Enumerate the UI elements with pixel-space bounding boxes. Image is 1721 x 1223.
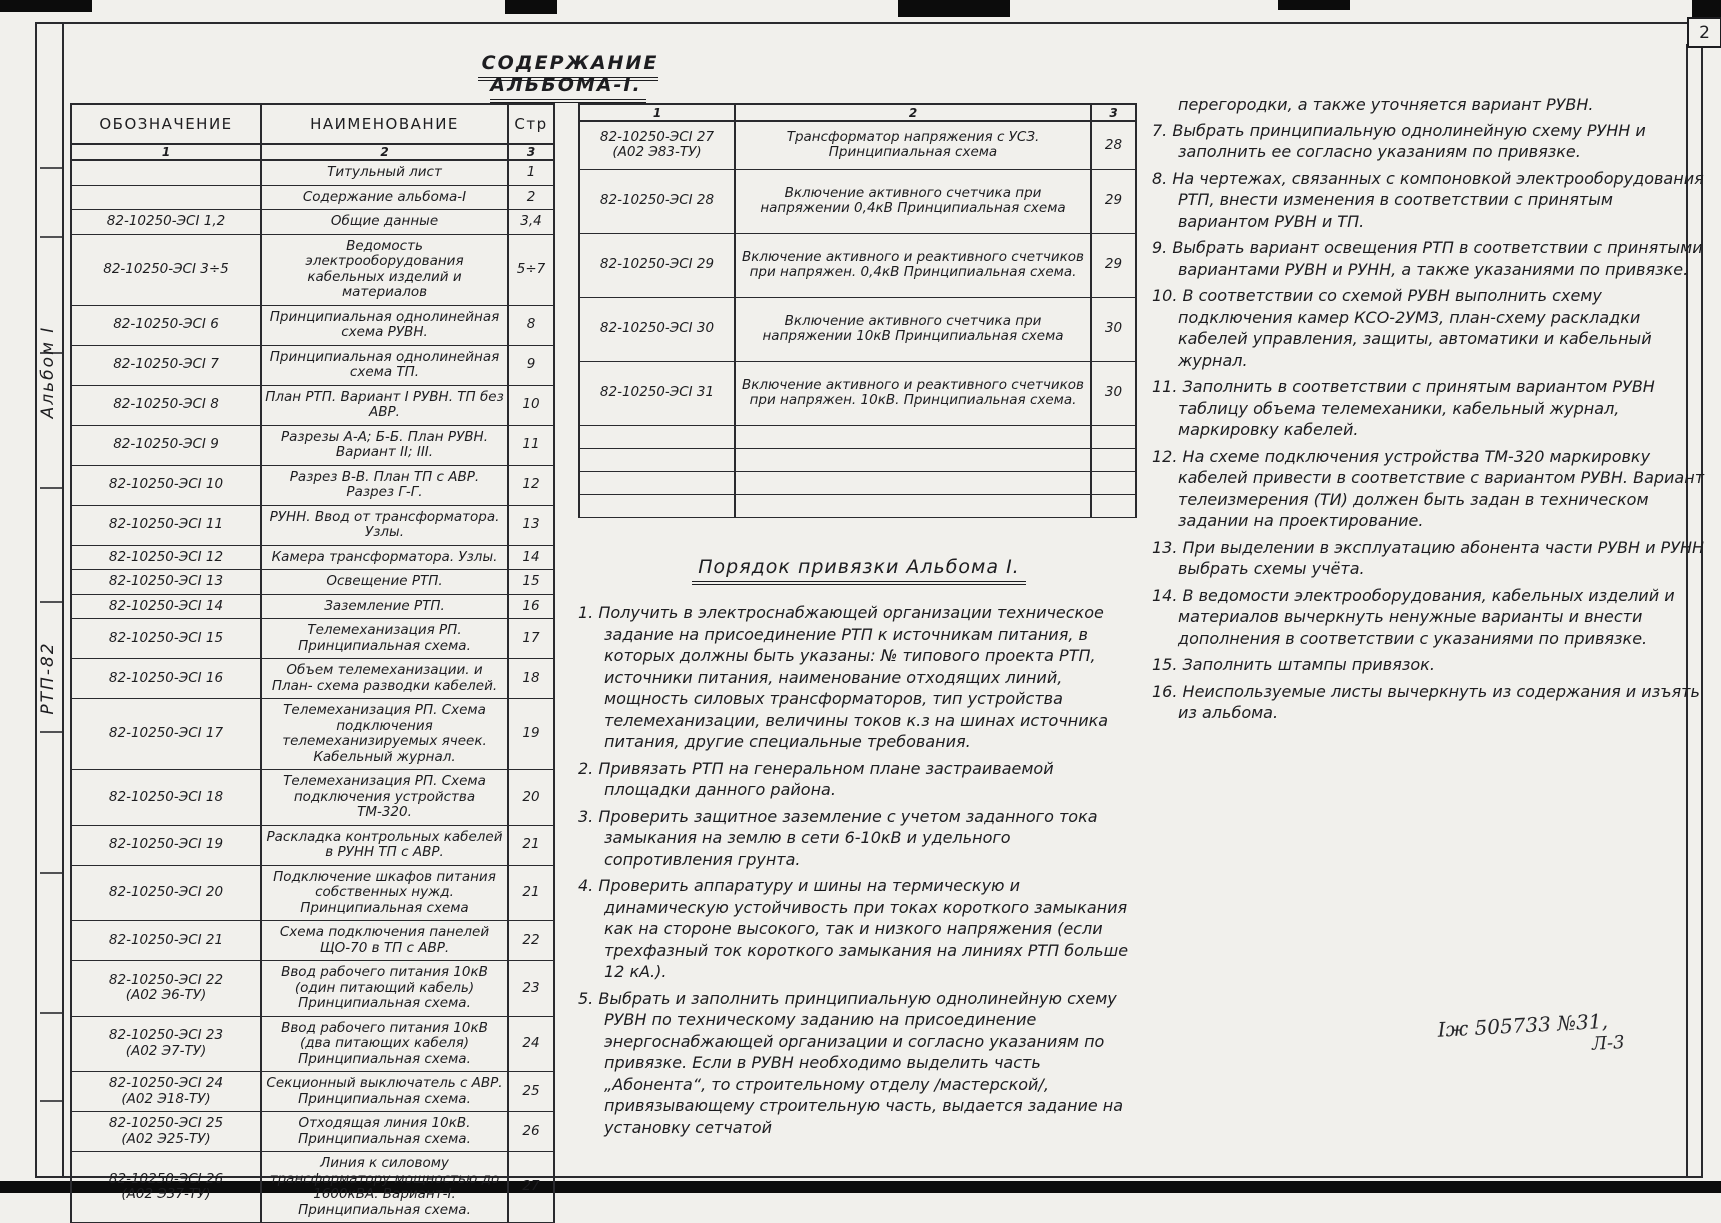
doc-code-cell: 82-10250-ЭСI 13	[71, 570, 261, 595]
item-number: 4.	[578, 876, 594, 895]
scan-artifact	[1278, 0, 1350, 10]
doc-code-cell: 82-10250-ЭСI 9	[71, 425, 261, 465]
item-number: 1.	[578, 603, 594, 622]
item-text: В ведомости электрооборудования, кабельных изделий и материалов вычеркнуть ненужные варианты и внести дополнения в соответствии с указаниями по привязке.	[1177, 585, 1675, 648]
toc-colnum-row	[71, 144, 554, 160]
doc-page-cell: 12	[508, 465, 554, 505]
doc-page-cell: 9	[508, 345, 554, 385]
toc-row	[579, 169, 1136, 233]
toc-row	[71, 505, 554, 545]
instruction-item	[578, 806, 1140, 871]
doc-page-cell: 26	[508, 1112, 554, 1152]
toc-colnum-row	[579, 104, 1136, 121]
empty-cell	[579, 448, 735, 471]
col-number: 2	[735, 104, 1091, 121]
doc-page-cell: 22	[508, 921, 554, 961]
doc-page-cell: 15	[508, 570, 554, 595]
doc-code-cell: 82-10250-ЭСI 28	[579, 169, 735, 233]
doc-page-cell: 10	[508, 385, 554, 425]
doc-code-cell: 82-10250-ЭСI 19	[71, 825, 261, 865]
item-text: Привязать РТП на генеральном плане застраиваемой площадки данного района.	[593, 758, 1054, 799]
doc-name-cell: Общие данные	[261, 210, 508, 235]
order-section-title: Порядок привязки Альбома I.	[578, 556, 1140, 578]
doc-name-cell: Телемеханизация РП. Принципиальная схема.	[261, 619, 508, 659]
toc-row	[71, 699, 554, 770]
margin-tick	[40, 1012, 64, 1014]
doc-page-cell: 17	[508, 619, 554, 659]
toc-row	[71, 425, 554, 465]
doc-page-cell: 29	[1091, 169, 1136, 233]
toc-header-row	[71, 104, 554, 144]
doc-name-cell: Ввод рабочего питания 10кВ (два питающих кабеля) Принципиальная схема.	[261, 1016, 508, 1072]
doc-name-cell: Ввод рабочего питания 10кВ (один питающий кабель) Принципиальная схема.	[261, 961, 508, 1017]
doc-page-cell: 3,4	[508, 210, 554, 235]
toc-row	[71, 185, 554, 210]
doc-name-cell: Телемеханизация РП. Схема подключения устройства ТМ-320.	[261, 770, 508, 826]
empty-cell	[1091, 425, 1136, 448]
doc-name-cell: Титульный лист	[261, 160, 508, 185]
doc-page-cell: 24	[508, 1016, 554, 1072]
toc-row	[71, 825, 554, 865]
doc-name-cell: Телемеханизация РП. Схема подключения телемеханизируемых ячеек. Кабельный журнал.	[261, 699, 508, 770]
col-number: 3	[1091, 104, 1136, 121]
doc-name-cell: Камера трансформатора. Узлы.	[261, 545, 508, 570]
doc-page-cell: 21	[508, 825, 554, 865]
doc-page-cell: 2	[508, 185, 554, 210]
doc-page-cell: 30	[1091, 361, 1136, 425]
doc-code-cell: 82-10250-ЭСI 29	[579, 233, 735, 297]
doc-page-cell: 13	[508, 505, 554, 545]
notes-column	[1152, 94, 1704, 729]
doc-name-cell: Ведомость электрооборудования кабельных изделий и материалов	[261, 234, 508, 305]
order-section	[578, 556, 1140, 1143]
doc-name-cell: Содержание альбома-I	[261, 185, 508, 210]
doc-name-cell: Схема подключения панелей ЩО-70 в ТП с АВР.	[261, 921, 508, 961]
doc-page-cell: 30	[1091, 297, 1136, 361]
toc-row	[71, 345, 554, 385]
col-header-designation: ОБОЗНАЧЕНИЕ	[71, 104, 261, 144]
stamp-line1: Iж 505733 №31,	[1436, 1008, 1609, 1042]
toc-table-left	[70, 103, 555, 1223]
item-text: Выбрать принципиальную однолинейную схему РУНН и заполнить ее согласно указаниям по привязке.	[1167, 120, 1646, 161]
empty-cell	[735, 448, 1091, 471]
doc-code-cell: 82-10250-ЭСI 15	[71, 619, 261, 659]
toc-row	[71, 619, 554, 659]
item-number: 8.	[1152, 168, 1168, 188]
col-header-name: НАИМЕНОВАНИЕ	[261, 104, 508, 144]
doc-page-cell: 1	[508, 160, 554, 185]
toc-row	[71, 545, 554, 570]
toc-row	[579, 121, 1136, 169]
toc-row	[71, 1112, 554, 1152]
item-number: 2.	[578, 758, 594, 778]
margin-tick	[40, 872, 64, 874]
item-text: В соответствии со схемой РУВН выполнить схему подключения камер КСО-2УМЗ, план-схему раскладки кабелей управления, защиты, автоматики и кабельный журнал.	[1177, 286, 1652, 370]
item-number: 5.	[578, 988, 594, 1008]
toc-row	[71, 1152, 554, 1223]
doc-code-cell: 82-10250-ЭСI 14	[71, 594, 261, 619]
doc-page-cell: 20	[508, 770, 554, 826]
page-number-box	[1687, 17, 1721, 48]
doc-name-cell: Отходящая линия 10кВ. Принципиальная схема.	[261, 1112, 508, 1152]
doc-code-cell: 82-10250-ЭСI 12	[71, 545, 261, 570]
notes-items	[1152, 120, 1704, 724]
doc-page-cell: 19	[508, 699, 554, 770]
doc-page-cell: 21	[508, 865, 554, 921]
empty-cell	[1091, 494, 1136, 517]
toc-row	[71, 234, 554, 305]
doc-code-cell	[71, 185, 261, 210]
margin-divider-left	[62, 22, 64, 1176]
doc-page-cell: 23	[508, 961, 554, 1017]
item-text: Выбрать и заполнить принципиальную однолинейную схему РУВН по техническому заданию на присоединение энергоснабжающей организации и согласно указаниям по привязке. Если в РУВН необходимо выделить часть „Абонента“, то строительному отделу /мастерской/, привязывающему строительную часть, выдается задание на установку сетчатой	[593, 988, 1124, 1137]
item-number: 15.	[1152, 655, 1178, 674]
col-number: 1	[71, 144, 261, 160]
item-text: Неиспользуемые листы вычеркнуть из содержания и изъять из альбома.	[1177, 681, 1700, 722]
doc-name-cell: Подключение шкафов питания собственных нужд. Принципиальная схема	[261, 865, 508, 921]
col-header-page: Стр	[508, 104, 554, 144]
doc-name-cell: Заземление РТП.	[261, 594, 508, 619]
doc-page-cell: 25	[508, 1072, 554, 1112]
item-text: На схеме подключения устройства ТМ-320 маркировку кабелей привести в соответствие с вариантом РУВН. Вариант телеизмерения (ТИ) должен быть задан в техническом задании на проектирование.	[1177, 446, 1705, 530]
item-number: 11.	[1152, 377, 1178, 396]
instruction-item	[1152, 376, 1704, 441]
doc-code-cell: 82-10250-ЭСI 26 (А02 Э37-ТУ)	[71, 1152, 261, 1223]
instruction-item	[1152, 237, 1704, 280]
toc-row	[71, 770, 554, 826]
toc-row-empty	[579, 448, 1136, 471]
margin-label-project: РТП-82	[38, 641, 58, 715]
doc-code-cell: 82-10250-ЭСI 16	[71, 659, 261, 699]
empty-cell	[735, 471, 1091, 494]
toc-row	[71, 1072, 554, 1112]
doc-page-cell: 5÷7	[508, 234, 554, 305]
item-text: Заполнить в соответствии с принятым вариантом РУВН таблицу объема телемеханики, кабельный журнал, маркировку кабелей.	[1177, 377, 1655, 439]
item-text: Проверить аппаратуру и шины на термическую и динамическую устойчивость при токах короткого замыкания как на стороне высокого, так и низкого напряжения (если трехфазный ток короткого замыкания на линиях РТП больше 12 кА.).	[593, 876, 1129, 981]
doc-name-cell: Разрез В-В. План ТП с АВР. Разрез Г-Г.	[261, 465, 508, 505]
col-number: 3	[508, 144, 554, 160]
doc-code-cell: 82-10250-ЭСI 27 (А02 Э83-ТУ)	[579, 121, 735, 169]
doc-name-cell: Принципиальная однолинейная схема РУВН.	[261, 305, 508, 345]
margin-label-album: Альбом I	[38, 325, 58, 419]
instruction-item	[578, 758, 1140, 801]
item-number: 9.	[1152, 238, 1168, 257]
toc-row	[71, 160, 554, 185]
doc-page-cell: 27	[508, 1152, 554, 1223]
item-text: Получить в электроснабжающей организации техническое задание на присоединение РТП к источникам питания, в которых должны быть указаны: № типового проекта РТП, источники питания, наименование отходящих линий, мощность силовых трансформаторов, тип устройства телемеханизации, величины токов к.з на шинах источника питания, другие специальные требования.	[593, 603, 1109, 751]
doc-code-cell: 82-10250-ЭСI 22 (А02 Э6-ТУ)	[71, 961, 261, 1017]
doc-code-cell: 82-10250-ЭСI 21	[71, 921, 261, 961]
toc-row	[71, 305, 554, 345]
instruction-item	[1152, 585, 1704, 650]
item-number: 16.	[1152, 681, 1178, 701]
doc-code-cell: 82-10250-ЭСI 18	[71, 770, 261, 826]
doc-name-cell: Включение активного и реактивного счетчиков при напряжен. 0,4кВ Принципиальная схема.	[735, 233, 1091, 297]
doc-page-cell: 28	[1091, 121, 1136, 169]
empty-cell	[579, 494, 735, 517]
empty-cell	[579, 471, 735, 494]
toc-row	[71, 465, 554, 505]
instruction-item	[1152, 681, 1704, 724]
doc-code-cell: 82-10250-ЭСI 1,2	[71, 210, 261, 235]
toc-row	[71, 570, 554, 595]
margin-tick	[40, 167, 64, 169]
doc-code-cell: 82-10250-ЭСI 31	[579, 361, 735, 425]
col-number: 2	[261, 144, 508, 160]
doc-name-cell: Линия к силовому трансформатору мощностью до 1600кВА. Вариант-I. Принципиальная схема.	[261, 1152, 508, 1223]
instruction-item	[1152, 446, 1704, 532]
margin-tick	[40, 236, 64, 238]
scan-artifact	[0, 0, 92, 12]
toc-row-empty	[579, 471, 1136, 494]
doc-page-cell: 29	[1091, 233, 1136, 297]
page-number: 2	[1699, 22, 1710, 43]
item-number: 12.	[1152, 446, 1178, 466]
doc-code-cell: 82-10250-ЭСI 11	[71, 505, 261, 545]
item-number: 3.	[578, 806, 594, 826]
toc-row	[71, 865, 554, 921]
doc-page-cell: 16	[508, 594, 554, 619]
doc-code-cell	[71, 160, 261, 185]
item-number: 10.	[1152, 286, 1178, 305]
instruction-item	[1152, 120, 1704, 163]
doc-code-cell: 82-10250-ЭСI 6	[71, 305, 261, 345]
doc-code-cell: 82-10250-ЭСI 3÷5	[71, 234, 261, 305]
toc-row	[579, 361, 1136, 425]
doc-page-cell: 11	[508, 425, 554, 465]
toc-row	[71, 1016, 554, 1072]
toc-row	[71, 210, 554, 235]
item-text: На чертежах, связанных с компоновкой электрооборудования РТП, внести изменения в соответствии с принятым вариантом РУВН и ТП.	[1167, 168, 1704, 231]
empty-cell	[579, 425, 735, 448]
doc-name-cell: РУНН. Ввод от трансформатора. Узлы.	[261, 505, 508, 545]
toc-row	[71, 659, 554, 699]
doc-code-cell: 82-10250-ЭСI 10	[71, 465, 261, 505]
doc-code-cell: 82-10250-ЭСI 17	[71, 699, 261, 770]
instruction-item	[1152, 168, 1704, 233]
toc-row-empty	[579, 494, 1136, 517]
doc-name-cell: План РТП. Вариант I РУВН. ТП без АВР.	[261, 385, 508, 425]
doc-name-cell: Освещение РТП.	[261, 570, 508, 595]
item-text: Выбрать вариант освещения РТП в соответствии с принятыми вариантами РУВН и РУНН, а также указаниями по привязке.	[1167, 238, 1703, 279]
doc-name-cell: Принципиальная однолинейная схема ТП.	[261, 345, 508, 385]
doc-code-cell: 82-10250-ЭСI 24 (А02 Э18-ТУ)	[71, 1072, 261, 1112]
item-text: Заполнить штампы привязок.	[1177, 655, 1435, 674]
instruction-item	[1152, 654, 1704, 676]
instruction-item	[1152, 537, 1704, 580]
toc-row	[579, 233, 1136, 297]
doc-name-cell: Разрезы А-А; Б-Б. План РУВН. Вариант II; III.	[261, 425, 508, 465]
empty-cell	[735, 494, 1091, 517]
toc-row-empty	[579, 425, 1136, 448]
margin-tick	[40, 487, 64, 489]
empty-cell	[1091, 448, 1136, 471]
doc-page-cell: 8	[508, 305, 554, 345]
item-text: При выделении в эксплуатацию абонента части РУВН и РУНН выбрать схемы учёта.	[1177, 537, 1705, 578]
doc-code-cell: 82-10250-ЭСI 25 (А02 Э25-ТУ)	[71, 1112, 261, 1152]
doc-code-cell: 82-10250-ЭСI 23 (А02 Э7-ТУ)	[71, 1016, 261, 1072]
instruction-item	[578, 988, 1140, 1139]
instruction-item	[1152, 285, 1704, 371]
doc-name-cell: Секционный выключатель с АВР. Принципиальная схема.	[261, 1072, 508, 1112]
item-text: Проверить защитное заземление с учетом заданного тока замыкания на землю в сети 6-10кВ и удельного сопротивления грунта.	[593, 806, 1098, 869]
doc-name-cell: Трансформатор напряжения с УСЗ. Принципиальная схема	[735, 121, 1091, 169]
empty-cell	[1091, 471, 1136, 494]
col-number: 1	[579, 104, 735, 121]
toc-row	[71, 961, 554, 1017]
toc-row	[579, 297, 1136, 361]
scan-artifact	[505, 0, 557, 14]
notes-intro-line: перегородки, а также уточняется вариант РУВН.	[1178, 95, 1594, 114]
doc-code-cell: 82-10250-ЭСI 7	[71, 345, 261, 385]
item-number: 14.	[1152, 585, 1178, 605]
toc-row	[71, 594, 554, 619]
doc-code-cell: 82-10250-ЭСI 8	[71, 385, 261, 425]
doc-name-cell: Раскладка контрольных кабелей в РУНН ТП с АВР.	[261, 825, 508, 865]
toc-table-right	[578, 103, 1137, 518]
margin-tick	[40, 601, 64, 603]
instruction-item	[578, 875, 1140, 983]
toc-row	[71, 921, 554, 961]
doc-page-cell: 14	[508, 545, 554, 570]
stamp-line2: Л-3	[1591, 1032, 1626, 1055]
instruction-item	[578, 602, 1140, 753]
empty-cell	[735, 425, 1091, 448]
doc-name-cell: Включение активного счетчика при напряжении 10кВ Принципиальная схема	[735, 297, 1091, 361]
doc-code-cell: 82-10250-ЭСI 20	[71, 865, 261, 921]
sheet-title: СОДЕРЖАНИЕ АЛЬБОМА-I.	[408, 52, 728, 96]
doc-code-cell: 82-10250-ЭСI 30	[579, 297, 735, 361]
doc-name-cell: Включение активного и реактивного счетчиков при напряжен. 10кВ. Принципиальная схема.	[735, 361, 1091, 425]
toc-row	[71, 385, 554, 425]
doc-name-cell: Включение активного счетчика при напряжении 0,4кВ Принципиальная схема	[735, 169, 1091, 233]
item-number: 7.	[1152, 120, 1168, 140]
doc-page-cell: 18	[508, 659, 554, 699]
order-items	[578, 602, 1140, 1138]
doc-name-cell: Объем телемеханизации. и План- схема разводки кабелей.	[261, 659, 508, 699]
scan-artifact	[898, 0, 1010, 17]
margin-tick	[40, 1100, 64, 1102]
item-number: 13.	[1152, 537, 1178, 557]
